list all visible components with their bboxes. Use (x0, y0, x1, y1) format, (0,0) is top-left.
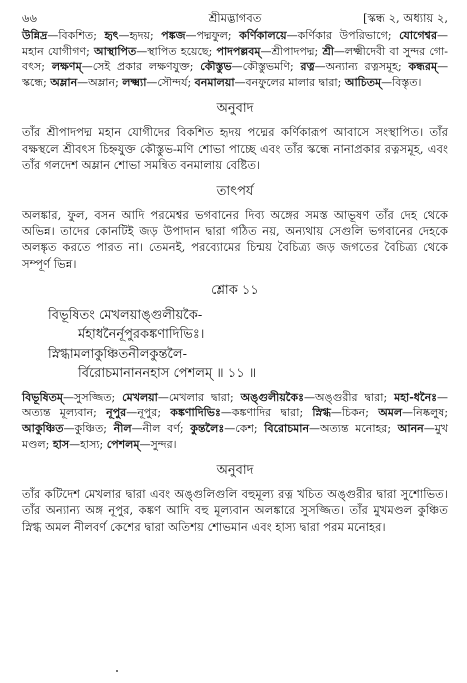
translation-text-1: তাঁর শ্রীপাদপদ্ম মহান যোগীদের বিকশিত হৃদয় পদ্মের কর্ণিকারূপ আবাসে সংস্থাপিত। তাঁর বক্ষস্থলে শ্রীবৎস চিহ্নযুক্ত কৌস্তুভ-মণি শোভা পাচ্ছে এবং তাঁর স্কন্ধে নানাপ্রকার রত্নসমূহ, এবং তাঁর গলদেশ অম্লান শোভা সমন্বিত বনমালায় বেষ্টিত। (22, 125, 448, 172)
synonym-meaning: বনফুলের মালার দ্বারা (245, 75, 338, 89)
translation-text-2: তাঁর কটিদেশ মেখলার দ্বারা এবং অঙ্গুলিগুলি বহুমূল্য রত্ন খচিত অঙ্গুরীর দ্বারা সুশোভিত। তাঁর অন্যান্য অঙ্গ নূপুর, কঙ্কণ আদি বহু মূল্যবান অলঙ্কারে সুসজ্জিত। তাঁর মুখমণ্ডল কুঞ্চিত স্নিগ্ধ অমল নীলবর্ণ কেশের দ্বারা অতিশয় শোভমান এবং হাস্য দ্বারা পরম মনোহর। (22, 487, 448, 534)
page-number: ৬৬ (22, 11, 37, 25)
book-title: শ্রীমদ্ভাগবত (208, 11, 262, 25)
synonym-word: মেখলয়া (122, 390, 158, 404)
verse-line-3: স্নিগ্ধামলাকুঞ্চিতনীলকুন্তলৈ- (48, 346, 187, 362)
synonym-word: কুন্তলৈঃ (190, 421, 225, 435)
synonym-word: কঙ্কণাদিভিঃ (170, 406, 221, 420)
synonym-word: পেশলম্‌ (106, 437, 140, 451)
synonym-meaning: মেখলার দ্বারা (168, 390, 230, 404)
synonyms-block-2: বিভূষিতম্‌—সুসজ্জিত; মেখলয়া—মেখলার দ্বারা; অঙ্গুলীয়কৈঃ—অঙ্গুরীর দ্বারা; মহা-ধনৈঃ—অত্যন্ত মূল্যবান; নূপুর—নূপুর; কঙ্কণাদিভিঃ—কঙ্কণাদির দ্বারা; স্নিগ্ধ—চিকন; অমল—নিষ্কলুষ; আকুঞ্চিত—কুঞ্চিত; নীল—নীল বর্ণ; কুন্তলৈঃ—কেশ; বিরোচমান—অত্যন্ত মনোহর; আনন—মুখ মণ্ডল; হাস—হাস্য; পেশলম্‌—সুন্দর। (22, 390, 449, 451)
synonym-meaning: নীল বর্ণ (142, 421, 180, 435)
verse-line-2: র্মহাধনৈর্নূপুরকঙ্কণাদিভিঃ। (78, 327, 205, 343)
synonym-word: কৌস্তুভ (200, 60, 232, 74)
synonym-meaning: কঙ্কণাদির দ্বারা (231, 406, 300, 420)
synonym-word: যোগেশ্বর (399, 29, 438, 42)
synonym-meaning: শ্রীপাদপদ্ম (271, 44, 315, 58)
synonym-meaning: সুন্দর। (150, 437, 177, 451)
synonym-word: কর্ণিকালয়ে (239, 29, 287, 42)
page-header (22, 8, 448, 28)
synonym-word: অম্লান (50, 75, 78, 89)
synonym-word: স্নিগ্ধ (312, 406, 331, 420)
synonym-word: অঙ্গুলীয়কৈঃ (240, 390, 304, 404)
verse-line-1: বিভূষিতং মেখলয়াঙ্গুলীয়কৈ- (48, 307, 203, 323)
synonym-meaning: কৌস্তুভমণি (242, 60, 290, 74)
verse-text (22, 306, 448, 384)
synonym-word: হৃৎ (104, 29, 119, 42)
synonym-meaning: অত্যন্ত মূল্যবান (22, 406, 94, 420)
synonym-word: আচিতম্‌ (344, 75, 382, 89)
translation-heading-2: অনুবাদ (216, 463, 254, 479)
synonym-meaning: বিস্তৃত। (392, 75, 422, 89)
synonym-word: অমল (378, 406, 403, 420)
chapter-reference: [স্কন্ধ ২, অধ্যায় ২, (363, 11, 448, 25)
synonym-meaning: কুঞ্চিত (74, 421, 104, 435)
synonym-word: বনমালয়া (194, 75, 235, 89)
synonym-word: পঙ্কজ (161, 29, 186, 42)
synonym-meaning: সুসজ্জিত (74, 390, 112, 404)
synonym-word: উন্নিদ্র (22, 29, 48, 42)
synonym-meaning: হাস্য (80, 437, 100, 451)
synonym-meaning: সৌন্দর্য (157, 75, 188, 89)
translation-heading-1: অনুবাদ (216, 101, 254, 117)
synonym-meaning: সেই প্রকার লক্ষণযুক্ত (92, 60, 190, 74)
synonym-word: মহা-ধনৈঃ (394, 390, 437, 404)
verse-heading: শ্লোক ১১ (211, 282, 259, 298)
synonym-word: শ্রী (322, 44, 334, 58)
synonym-meaning: অঙ্গুরীর দ্বারা (314, 390, 384, 404)
synonym-meaning: কর্ণিকার উপরিভাগে (297, 29, 388, 42)
synonym-meaning: মুখ মণ্ডল (22, 421, 449, 451)
synonym-word: বিরোচমান (264, 421, 310, 435)
synonym-meaning: চিকন (341, 406, 366, 420)
synonym-word: রত্ন (300, 60, 315, 74)
synonym-word: বিভূষিতম্‌ (22, 390, 64, 404)
synonym-meaning: লক্ষ্মীদেবী বা সুন্দর গো-বৎস (22, 44, 449, 74)
synonym-meaning: অম্লান (88, 75, 116, 89)
synonym-word: কন্ধরম্‌ (408, 60, 438, 74)
synonyms-block-1: উন্নিদ্র—বিকশিত; হৃৎ—হৃদয়; পঙ্কজ—পদ্মফুল; কর্ণিকালয়ে—কর্ণিকার উপরিভাগে; যোগেশ্বর—মহান যোগীগণ; আস্থাপিত—স্থাপিত হয়েছে; পাদপল্লবম্‌—শ্রীপাদপদ্ম; শ্রী—লক্ষ্মীদেবী বা সুন্দর গো-বৎস; লক্ষণম্‌—সেই প্রকার লক্ষণযুক্ত; কৌস্তুভ—কৌস্তুভমণি; রত্ন—অন্যান্য রত্নসমূহ; কন্ধরম্‌—স্কন্ধে; অম্লান—অম্লান; লক্ষ্ম্যা—সৌন্দর্য; বনমালয়া—বনফুলের মালার দ্বারা; আচিতম্‌—বিস্তৃত। (22, 29, 449, 89)
synonym-word: লক্ষ্ম্যা (122, 75, 147, 89)
synonym-word: আস্থাপিত (94, 44, 137, 58)
purport-text: অলঙ্কার, ফুল, বসন আদি পরমেশ্বর ভগবানের দিব্য অঙ্গের সমস্ত আভূষণ তাঁর দেহ থেকে অভিন্ন। তাদের কোনটিই জড় উপাদান দ্বারা গঠিত নয়, অন্যথায় সেগুলি ভগবানের দেহকে অলঙ্কৃত করতে পারত না। তেমনই, পরব্যোমের চিন্ময় বৈচিত্র্য জড় জগতের বৈচিত্র্য থেকে সম্পূর্ণ ভিন্ন। (22, 207, 448, 271)
synonym-meaning: কেশ (235, 421, 254, 435)
synonym-word: লক্ষণম্‌ (51, 60, 82, 74)
synonym-meaning: স্থাপিত হয়েছে (147, 44, 209, 58)
purport-heading: তাৎপর্য (216, 183, 254, 199)
synonym-meaning: অন্যান্য রত্নসমূহ (325, 60, 398, 74)
synonym-meaning: নিষ্কলুষ (413, 406, 445, 420)
verse-line-4: র্বিরোচমানাননহাস পেশলম্‌ ॥ ১১ ॥ (78, 366, 257, 382)
synonym-meaning: মহান যোগীগণ (22, 44, 87, 58)
synonym-meaning: হৃদয় (129, 29, 151, 42)
synonym-meaning: পদ্মফুল (196, 29, 228, 42)
synonym-word: পাদপল্লবম্‌ (216, 44, 261, 58)
synonym-word: হাস (52, 437, 70, 451)
synonym-word: আনন (397, 421, 424, 435)
page (22, 8, 448, 535)
scan-speck (116, 670, 118, 672)
synonym-word: নূপুর (106, 406, 127, 420)
synonym-meaning: স্কন্ধে (22, 75, 44, 89)
synonym-word: নীল (113, 421, 132, 435)
synonym-meaning: অত্যন্ত মনোহর (320, 421, 388, 435)
synonym-meaning: বিকশিত (58, 29, 94, 42)
synonym-word: আকুঞ্চিত (22, 421, 64, 435)
synonym-meaning: নূপুর (137, 406, 158, 420)
